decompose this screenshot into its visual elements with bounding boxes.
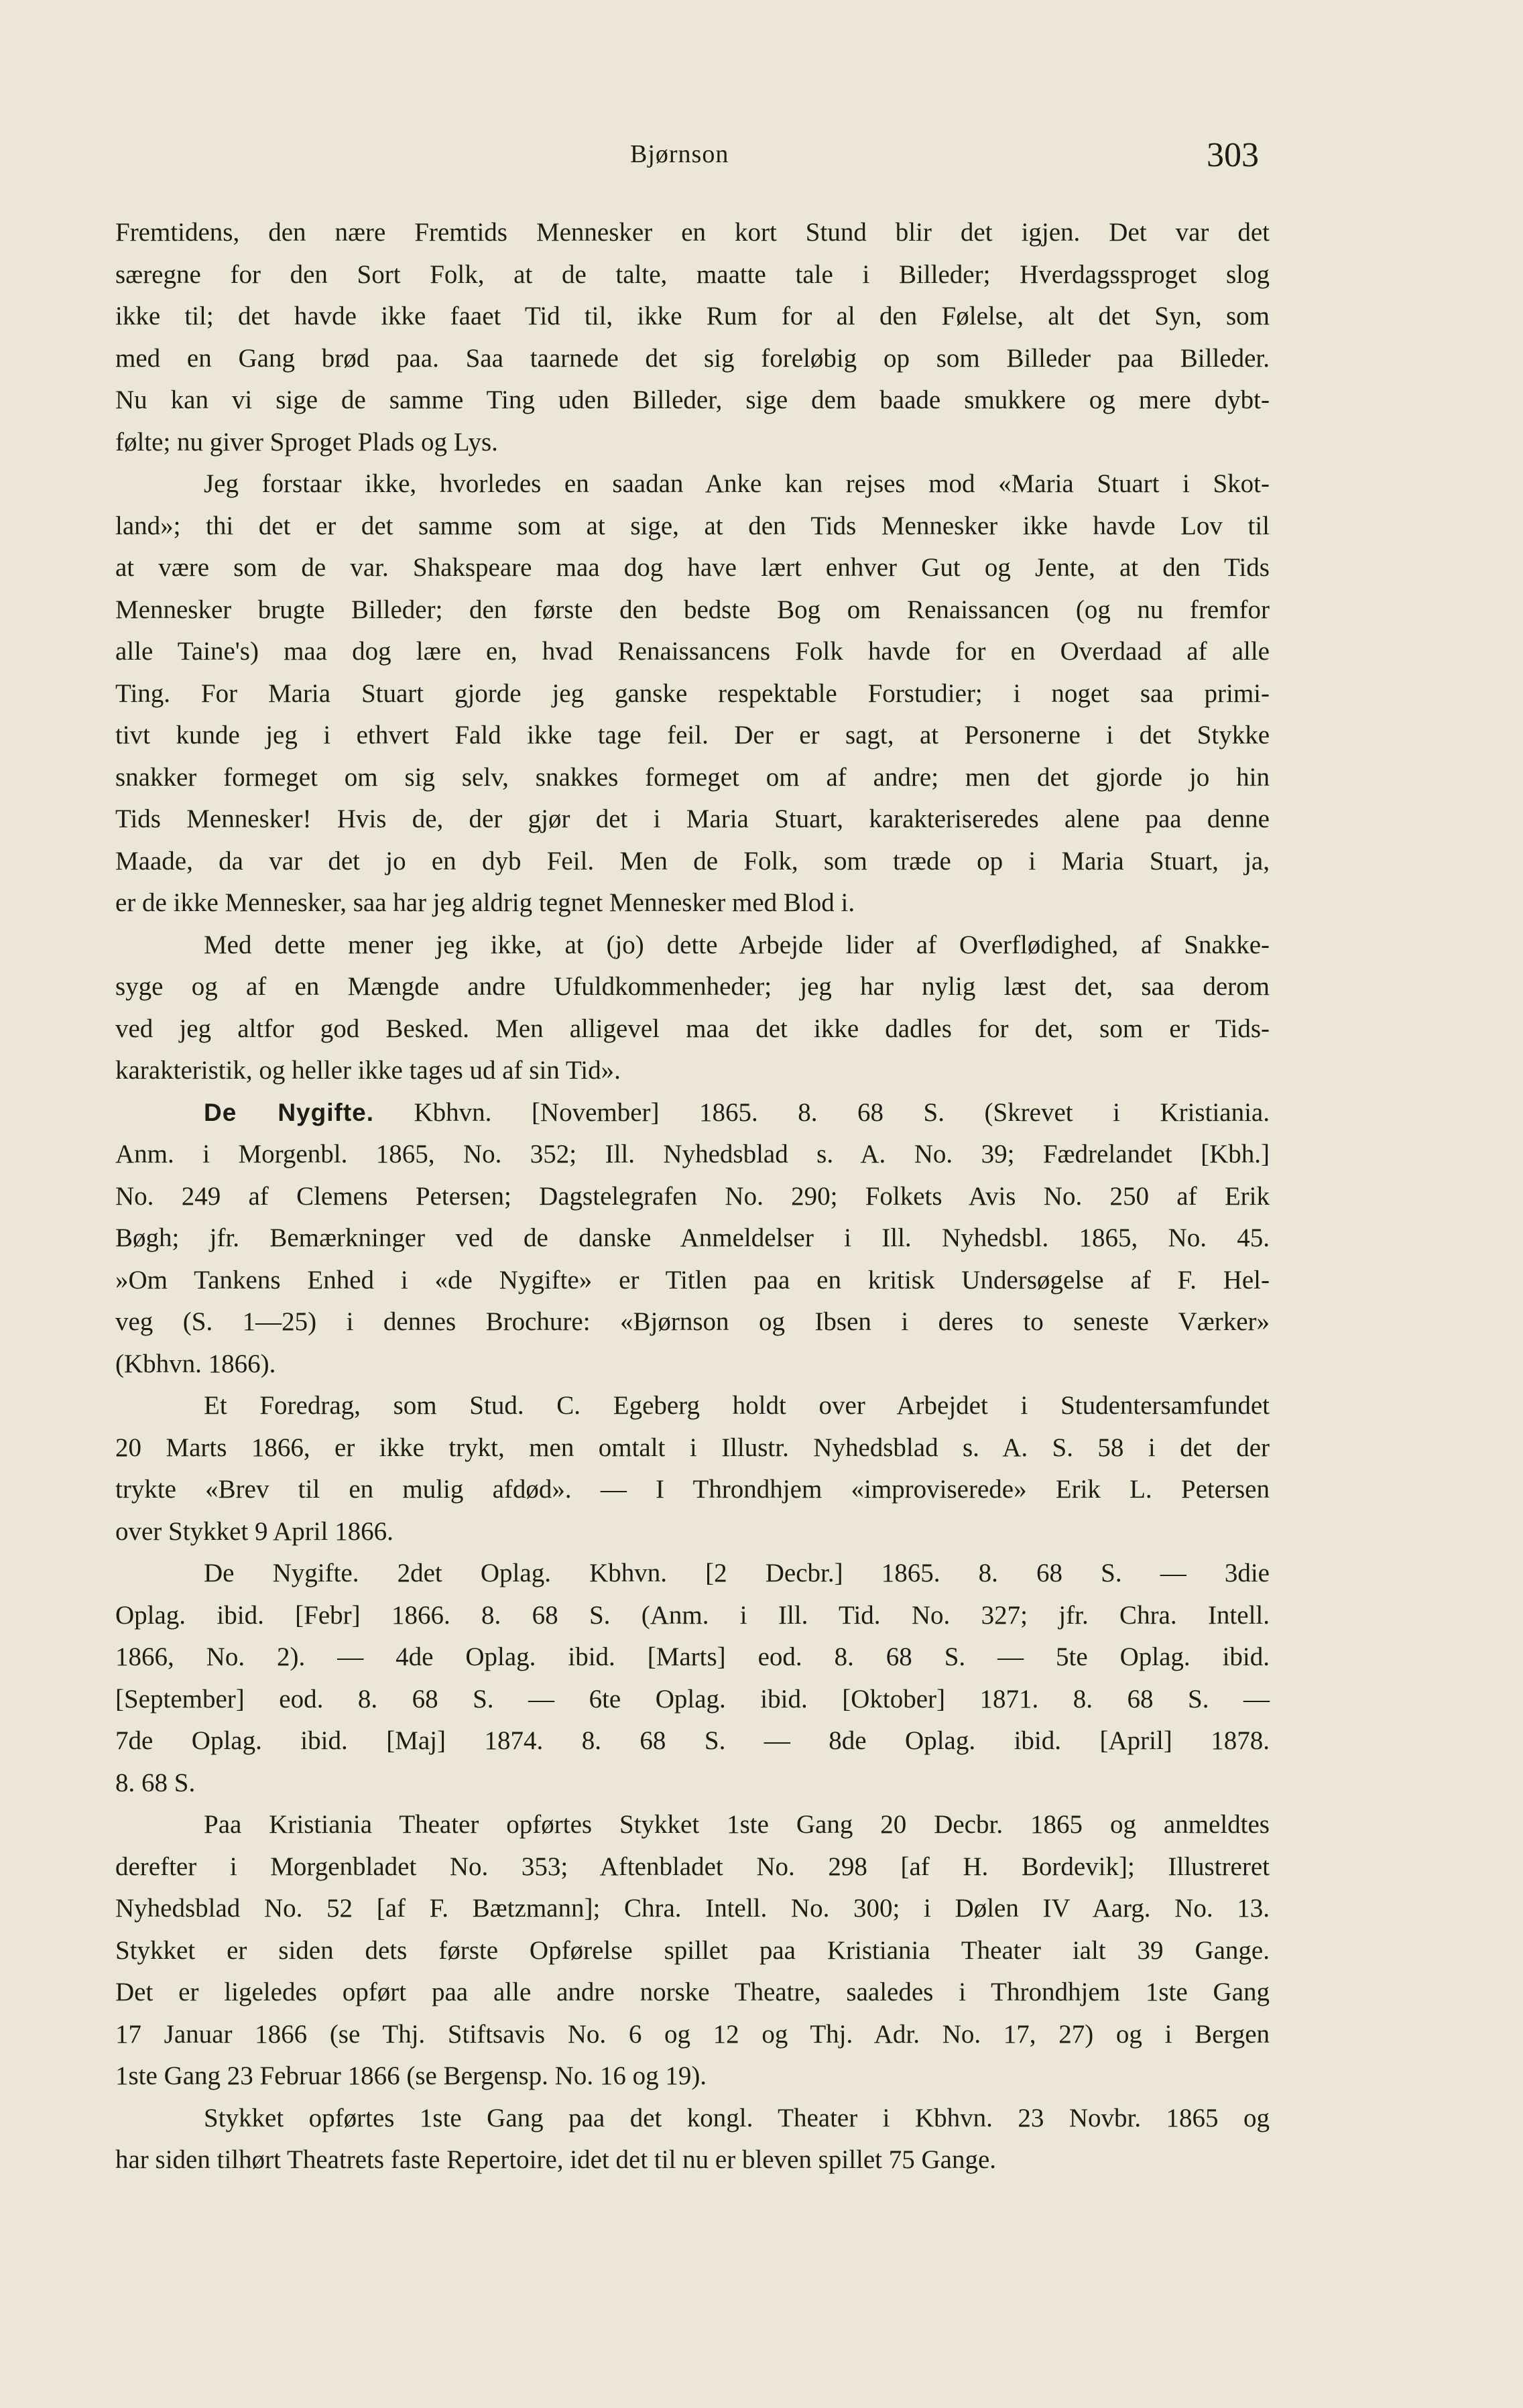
line-text: 17 Januar 1866 (se Thj. Stiftsavis No. 6 og 12 og Thj. Adr. No. 17, 27) og i Bergen — [115, 2019, 1270, 2049]
line-text: Maade, da var det jo en dyb Feil. Men de Folk, som træde op i Maria Stuart, ja, — [115, 846, 1270, 876]
line-text: No. 249 af Clemens Petersen; Dagstelegrafen No. 290; Folkets Avis No. 250 af Erik — [115, 1181, 1270, 1211]
text-line — [115, 715, 1270, 757]
line-text: at være som de var. Shakspeare maa dog have lært enhver Gut og Jente, at den Tids — [115, 553, 1270, 582]
text-line — [115, 1134, 1270, 1176]
text-line — [115, 631, 1270, 673]
line-text: følte; nu giver Sproget Plads og Lys. — [115, 427, 498, 457]
text-line — [115, 1888, 1270, 1930]
text-line — [115, 2139, 1270, 2181]
text-line — [115, 1008, 1270, 1050]
text-line — [115, 379, 1270, 422]
text-line — [115, 1511, 1270, 1553]
line-text: Kbhvn. [November] 1865. 8. 68 S. (Skrevet i Kristiania. — [374, 1097, 1270, 1127]
text-line — [115, 547, 1270, 589]
text-line — [115, 1260, 1270, 1302]
entry-heading: De Nygifte. — [204, 1098, 375, 1126]
line-text: 1866, No. 2). — 4de Oplag. ibid. [Marts] eod. 8. 68 S. — 5te Oplag. ibid. — [115, 1642, 1270, 1671]
line-text: med en Gang brød paa. Saa taarnede det sig foreløbig op som Billeder paa Billeder. — [115, 343, 1270, 373]
text-line — [115, 1176, 1270, 1218]
text-line — [115, 1469, 1270, 1511]
text-line — [115, 2014, 1270, 2056]
text-line — [115, 589, 1270, 631]
line-text: tivt kunde jeg i ethvert Fald ikke tage feil. Der er sagt, at Personerne i det Stykke — [115, 721, 1270, 749]
text-line — [115, 966, 1270, 1008]
line-text: De Nygifte. 2det Oplag. Kbhvn. [2 Decbr.] 1865. 8. 68 S. — 3die — [204, 1559, 1270, 1587]
line-text: Anm. i Morgenbl. 1865, No. 352; Ill. Nyhedsblad s. A. No. 39; Fædrelandet [Kbh.] — [115, 1140, 1270, 1168]
text-line — [115, 1343, 1270, 1386]
text-line — [115, 1636, 1270, 1679]
text-line — [115, 296, 1270, 338]
line-text: Jeg forstaar ikke, hvorledes en saadan Anke kan rejses mod «Maria Stuart i Skot- — [204, 469, 1270, 498]
line-text: Nyhedsblad No. 52 [af F. Bætzmann]; Chra. Intell. No. 300; i Dølen IV Aarg. No. 13. — [115, 1894, 1270, 1923]
text-line — [115, 1595, 1270, 1637]
line-text: alle Taine's) maa dog lære en, hvad Renaissancens Folk havde for en Overdaad af alle — [115, 637, 1270, 666]
text-line — [115, 673, 1270, 715]
text-line — [115, 338, 1270, 380]
text-line — [115, 212, 1270, 254]
line-text: 1ste Gang 23 Februar 1866 (se Bergensp. No. 16 og 19). — [115, 2061, 707, 2090]
running-title: Bjørnson — [630, 140, 729, 168]
body-text — [115, 212, 1270, 2181]
line-text: Oplag. ibid. [Febr] 1866. 8. 68 S. (Anm. i Ill. Tid. No. 327; jfr. Chra. Intell. — [115, 1600, 1270, 1630]
text-line — [115, 757, 1270, 799]
text-line — [115, 1050, 1270, 1092]
line-text: Bøgh; jfr. Bemærkninger ved de danske Anmeldelser i Ill. Nyhedsbl. 1865, No. 45. — [115, 1223, 1270, 1252]
line-text: land»; thi det er det samme som at sige, at den Tids Mennesker ikke havde Lov til — [115, 511, 1270, 540]
line-text: 7de Oplag. ibid. [Maj] 1874. 8. 68 S. — 8de Oplag. ibid. [April] 1878. — [115, 1726, 1270, 1755]
text-line — [115, 505, 1270, 548]
text-line — [115, 1092, 1270, 1134]
line-text: Ting. For Maria Stuart gjorde jeg ganske respektable Forstudier; i noget saa primi- — [115, 678, 1270, 708]
page-header — [0, 136, 1523, 180]
line-text: Det er ligeledes opført paa alle andre norske Theatre, saaledes i Throndhjem 1ste Gang — [115, 1978, 1270, 2006]
line-text: Fremtidens, den nære Fremtids Mennesker en kort Stund blir det igjen. Det var det — [115, 218, 1270, 247]
line-text: syge og af en Mængde andre Ufuldkommenheder; jeg har nylig læst det, saa derom — [115, 972, 1270, 1001]
line-text: 8. 68 S. — [115, 1768, 196, 1797]
text-line — [115, 1385, 1270, 1427]
line-text: over Stykket 9 April 1866. — [115, 1516, 393, 1546]
line-text: snakker formeget om sig selv, snakkes formeget om af andre; men det gjorde jo hin — [115, 762, 1270, 792]
text-line — [115, 1972, 1270, 2014]
text-line — [115, 1930, 1270, 1972]
line-text: derefter i Morgenbladet No. 353; Aftenbladet No. 298 [af H. Bordevik]; Illustreret — [115, 1852, 1270, 1881]
text-line — [115, 882, 1270, 924]
text-line — [115, 924, 1270, 967]
text-line — [115, 1762, 1270, 1805]
line-text: karakteristik, og heller ikke tages ud af sin Tid». — [115, 1056, 621, 1085]
line-text: trykte «Brev til en mulig afdød». — I Throndhjem «improviserede» Erik L. Petersen — [115, 1475, 1270, 1504]
line-text: Nu kan vi sige de samme Ting uden Billeder, sige dem baade smukkere og mere dybt- — [115, 385, 1270, 414]
line-text: ved jeg altfor god Besked. Men alligevel maa det ikke dadles for det, som er Tids- — [115, 1014, 1270, 1043]
line-text: Stykket er siden dets første Opførelse spillet paa Kristiania Theater ialt 39 Gange. — [115, 1935, 1270, 1965]
text-line — [115, 1846, 1270, 1888]
line-text: Mennesker brugte Billeder; den første den bedste Bog om Renaissancen (og nu fremfor — [115, 595, 1270, 624]
page-number: 303 — [1207, 136, 1259, 174]
line-text: (Kbhvn. 1866). — [115, 1349, 276, 1378]
text-line — [115, 1217, 1270, 1260]
text-line — [115, 1804, 1270, 1846]
line-text: »Om Tankens Enhed i «de Nygifte» er Titlen paa en kritisk Undersøgelse af F. Hel- — [115, 1265, 1270, 1295]
line-text: Et Foredrag, som Stud. C. Egeberg holdt over Arbejdet i Studentersamfundet — [204, 1391, 1270, 1420]
text-line — [115, 1720, 1270, 1762]
line-text: Stykket opførtes 1ste Gang paa det kongl. Theater i Kbhvn. 23 Novbr. 1865 og — [204, 2103, 1270, 2132]
text-line — [115, 841, 1270, 883]
text-line — [115, 1427, 1270, 1469]
line-text: Tids Mennesker! Hvis de, der gjør det i Maria Stuart, karakteriseredes alene paa denne — [115, 804, 1270, 833]
line-text: [September] eod. 8. 68 S. — 6te Oplag. ibid. [Oktober] 1871. 8. 68 S. — — [115, 1684, 1270, 1713]
text-line — [115, 2098, 1270, 2140]
text-line — [115, 1301, 1270, 1343]
text-line — [115, 1553, 1270, 1595]
line-text: ikke til; det havde ikke faaet Tid til, ikke Rum for al den Følelse, alt det Syn, som — [115, 302, 1270, 330]
line-text: særegne for den Sort Folk, at de talte, maatte tale i Billeder; Hverdagssproget slog — [115, 259, 1270, 289]
text-line — [115, 254, 1270, 296]
text-line — [115, 1679, 1270, 1721]
line-text: er de ikke Mennesker, saa har jeg aldrig tegnet Mennesker med Blod i. — [115, 888, 855, 917]
text-line — [115, 2055, 1270, 2098]
line-text: Med dette mener jeg ikke, at (jo) dette Arbejde lider af Overflødighed, af Snakke- — [204, 930, 1270, 959]
line-text: har siden tilhørt Theatrets faste Repertoire, idet det til nu er bleven spillet 75 Gange. — [115, 2145, 997, 2174]
line-text: 20 Marts 1866, er ikke trykt, men omtalt i Illustr. Nyhedsblad s. A. S. 58 i det der — [115, 1433, 1270, 1462]
line-text: Paa Kristiania Theater opførtes Stykket 1ste Gang 20 Decbr. 1865 og anmeldtes — [204, 1810, 1270, 1839]
text-line — [115, 422, 1270, 464]
line-text: veg (S. 1—25) i dennes Brochure: «Bjørnson og Ibsen i deres to seneste Værker» — [115, 1307, 1270, 1336]
text-line — [115, 798, 1270, 841]
text-line — [115, 463, 1270, 505]
